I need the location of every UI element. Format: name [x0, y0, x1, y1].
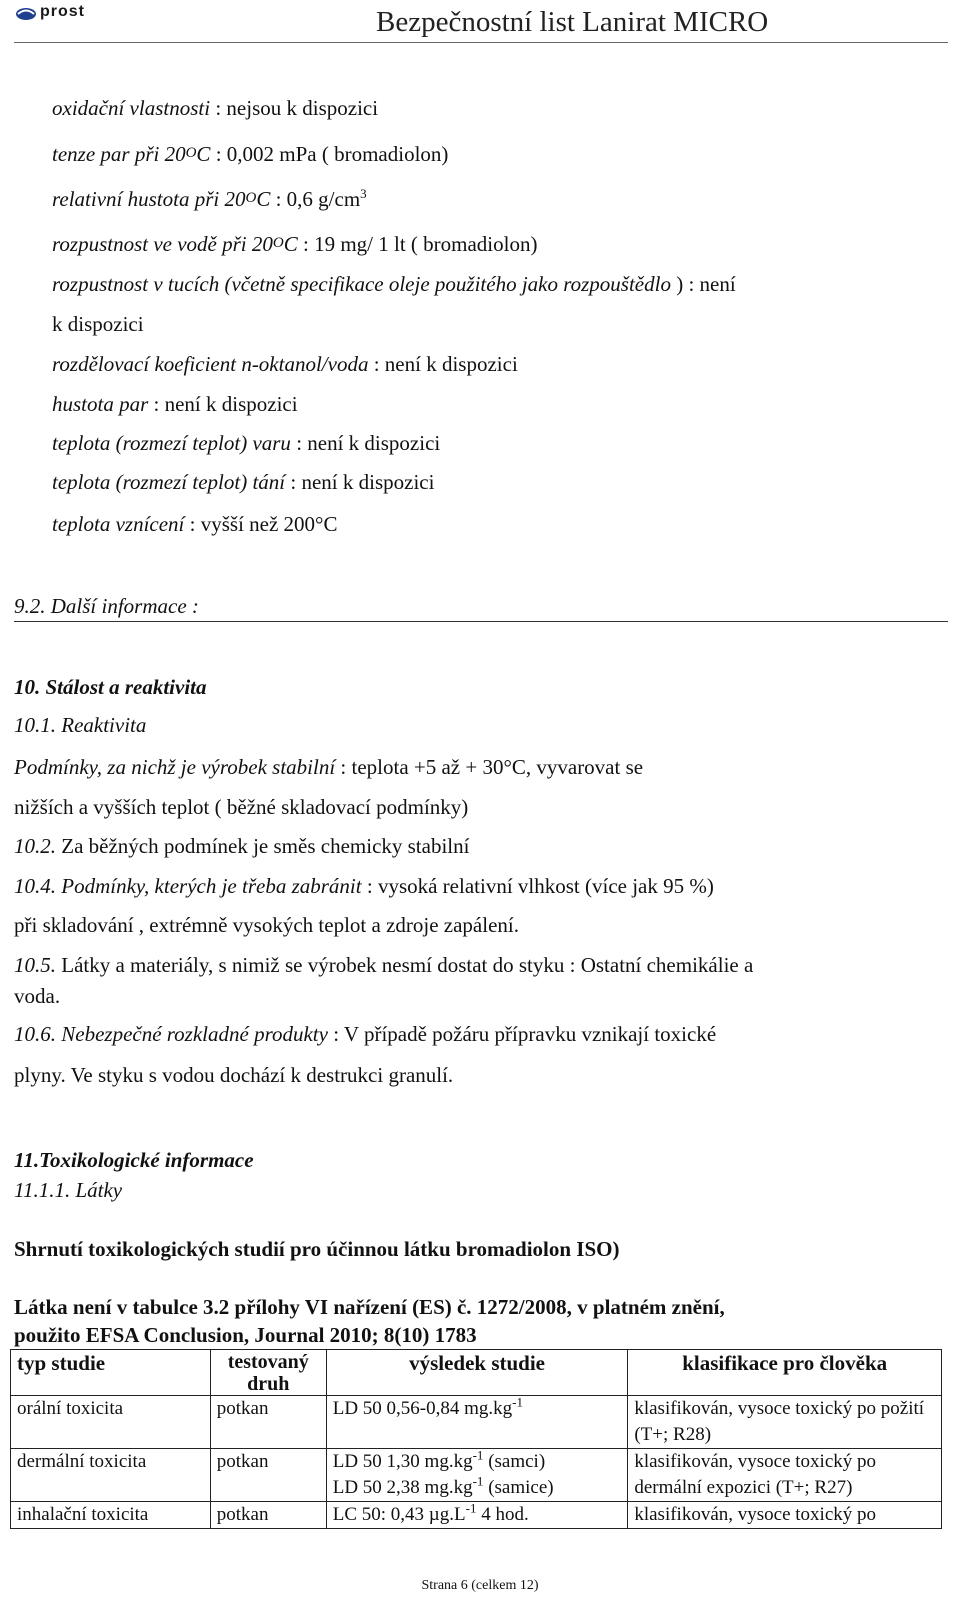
toxicology-summary-heading: Shrnutí toxikologických studií pro účinnou látku bromadiolon ISO) [14, 1237, 620, 1261]
classification-note: Látka není v tabulce 3.2 přílohy VI nařízení (ES) č. 1272/2008, v platném znění, [14, 1295, 725, 1319]
prop-vapour-pressure: tenze par při 20OC : 0,002 mPa ( bromadiolon) [52, 142, 449, 166]
classification-cell: klasifikován, vysoce toxický po [628, 1502, 942, 1529]
section-10-1-heading: 10.1. Reaktivita [14, 713, 147, 737]
table-row [11, 1396, 942, 1449]
reactivity-conditions-cont: nižších a vyšších teplot ( běžné skladovací podmínky) [14, 795, 469, 819]
result-cell: LD 50 0,56-0,84 $mg.kg^{-1}$ [326, 1396, 628, 1449]
toxicology-table [10, 1349, 942, 1529]
header-cell: typ studie [11, 1350, 211, 1396]
prop-ignition-temperature: teplota vznícení : vyšší než 200°C [52, 512, 338, 536]
reactivity-conditions: Podmínky, za nichž je výrobek stabilní : teplota +5 až + 30°C, vyvarovat se [14, 755, 644, 779]
page-footer: Strana 6 (celkem 12) [421, 1578, 539, 1593]
section-10-5-cont: voda. [14, 984, 61, 1008]
prop-boiling-point: teplota (rozmezí teplot) varu : není k dispozici [52, 431, 441, 455]
classification-cell: klasifikován, vysoce toxický po dermální expozici (T+; R27) [628, 1449, 942, 1502]
source-note: použito EFSA Conclusion, Journal 2010; 8(10) 1783 [14, 1323, 477, 1347]
table-row [11, 1502, 942, 1529]
prop-oxidizing: oxidační vlastnosti : nejsou k dispozici [52, 96, 379, 120]
study-type-cell: dermální toxicita [11, 1449, 211, 1502]
prop-fat-solubility: rozpustnost v tucích (včetně specifikace oleje použitého jako rozpouštědlo ) : není [52, 272, 736, 296]
prop-partition-coefficient: rozdělovací koeficient n-oktanol/voda : není k dispozici [52, 352, 518, 376]
section-10-6: 10.6. Nebezpečné rozkladné produkty : V případě požáru přípravku vznikají toxické [14, 1022, 717, 1046]
section-10-2: 10.2. Za běžných podmínek je směs chemicky stabilní [14, 834, 470, 858]
study-type-cell: inhalační toxicita [11, 1502, 211, 1529]
prop-water-solubility: rozpustnost ve vodě při 20OC : 19 mg/ 1 lt ( bromadiolon) [52, 232, 538, 256]
section-10-heading: 10. Stálost a reaktivita [14, 675, 207, 699]
prop-relative-density: relativní hustota při 20OC : 0,6 $g/cm^3$ [52, 186, 367, 211]
section-10-6-cont: plyny. Ve styku s vodou dochází k destrukci granulí. [14, 1063, 454, 1087]
header-cell: klasifikace pro člověka [628, 1350, 942, 1396]
table-row [11, 1449, 942, 1502]
company-logo [14, 4, 144, 22]
section-10-4: 10.4. Podmínky, kterých je třeba zabránit : vysoká relativní vlhkost (více jak 95 %) [14, 874, 714, 898]
section-10-5: 10.5. Látky a materiály, s nimiž se výrobek nesmí dostat do styku : Ostatní chemikálie a [14, 953, 754, 977]
document-title: Bezpečnostní list Lanirat MICRO [376, 6, 769, 38]
study-type-cell: orální toxicita [11, 1396, 211, 1449]
prop-fat-solubility-cont: k dispozici [52, 312, 144, 336]
section-9-2-heading: 9.2. Další informace : [14, 594, 199, 618]
section-11-1-1-heading: 11.1.1. Látky [14, 1178, 123, 1202]
species-cell: potkan [210, 1502, 326, 1529]
species-cell: potkan [210, 1449, 326, 1502]
section-11-heading: 11.Toxikologické informace [14, 1148, 254, 1172]
table-header-row [11, 1350, 942, 1396]
prop-melting-point: teplota (rozmezí teplot) tání : není k dispozici [52, 470, 435, 494]
species-cell: potkan [210, 1396, 326, 1449]
logo-text: prost [40, 3, 85, 20]
result-cell: LD 50 1,30 $mg.kg^{-1}$ (samci) LD 50 2,38 $mg.kg^{-1}$ (samice) [326, 1449, 628, 1502]
result-cell: LC 50: 0,43 $\mu g.L^{-1}$ 4 hod. [326, 1502, 628, 1529]
header-divider [14, 42, 948, 43]
section-divider [14, 621, 948, 622]
classification-cell: klasifikován, vysoce toxický po požití (T+; R28) [628, 1396, 942, 1449]
prop-vapour-density: hustota par : není k dispozici [52, 392, 298, 416]
header-cell: testovaný druh [210, 1350, 326, 1396]
header-cell: výsledek studie [326, 1350, 628, 1396]
section-10-4-cont: při skladování , extrémně vysokých teplot a zdroje zapálení. [14, 913, 519, 937]
